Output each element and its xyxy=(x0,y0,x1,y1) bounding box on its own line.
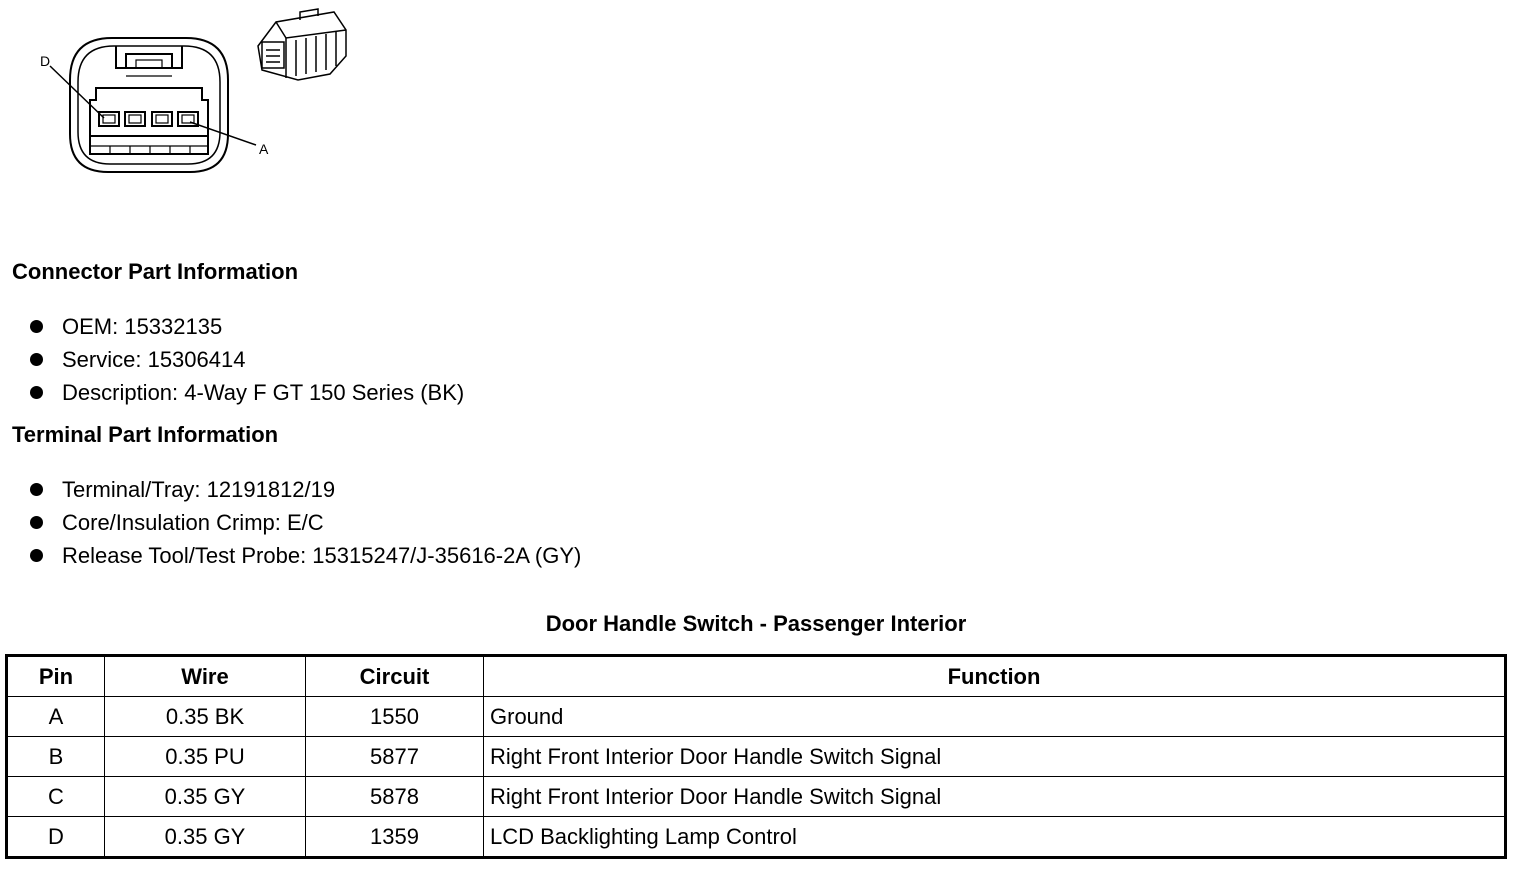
list-item xyxy=(30,343,464,376)
bullet-icon xyxy=(30,483,43,496)
pin-label-a: A xyxy=(259,141,269,157)
list-item xyxy=(30,473,581,506)
cell-function: Ground xyxy=(484,697,1506,737)
cell-pin: D xyxy=(7,817,105,858)
cell-wire: 0.35 BK xyxy=(105,697,306,737)
cell-circuit: 1550 xyxy=(306,697,484,737)
header-circuit: Circuit xyxy=(306,656,484,697)
table-row xyxy=(7,777,1506,817)
connector-description: Description: 4-Way F GT 150 Series (BK) xyxy=(62,380,465,405)
table-row xyxy=(7,697,1506,737)
header-pin: Pin xyxy=(7,656,105,697)
terminal-info-list xyxy=(30,473,581,572)
bullet-icon xyxy=(30,549,43,562)
table-row xyxy=(7,737,1506,777)
list-item xyxy=(30,310,464,343)
connector-face-view xyxy=(50,38,256,172)
bullet-icon xyxy=(30,386,43,399)
cell-circuit: 5877 xyxy=(306,737,484,777)
bullet-icon xyxy=(30,353,43,366)
cell-wire: 0.35 GY xyxy=(105,817,306,858)
list-item xyxy=(30,539,581,572)
connector-info-list xyxy=(30,310,464,409)
cell-function: LCD Backlighting Lamp Control xyxy=(484,817,1506,858)
pin-label-d: D xyxy=(40,53,51,69)
table-row xyxy=(7,817,1506,858)
cell-pin: B xyxy=(7,737,105,777)
pinout-table xyxy=(5,654,1507,859)
list-item xyxy=(30,376,464,409)
connector-oem: OEM: 15332135 xyxy=(62,314,223,339)
cell-function: Right Front Interior Door Handle Switch Signal xyxy=(484,777,1506,817)
cell-circuit: 1359 xyxy=(306,817,484,858)
cell-circuit: 5878 xyxy=(306,777,484,817)
header-wire: Wire xyxy=(105,656,306,697)
core-insulation-crimp: Core/Insulation Crimp: E/C xyxy=(62,510,324,535)
table-header-row xyxy=(7,656,1506,697)
connector-info-heading: Connector Part Information xyxy=(12,259,299,284)
terminal-info-heading: Terminal Part Information xyxy=(12,422,279,447)
header-function: Function xyxy=(484,656,1506,697)
cell-pin: C xyxy=(7,777,105,817)
table-title: Door Handle Switch - Passenger Interior xyxy=(545,611,967,636)
connector-service: Service: 15306414 xyxy=(62,347,246,372)
list-item xyxy=(30,506,581,539)
cell-pin: A xyxy=(7,697,105,737)
bullet-icon xyxy=(30,320,43,333)
terminal-tray: Terminal/Tray: 12191812/19 xyxy=(62,477,336,502)
release-tool: Release Tool/Test Probe: 15315247/J-35616-2A (GY) xyxy=(62,543,582,568)
cell-function: Right Front Interior Door Handle Switch Signal xyxy=(484,737,1506,777)
bullet-icon xyxy=(30,516,43,529)
cell-wire: 0.35 PU xyxy=(105,737,306,777)
connector-isometric-view xyxy=(258,9,346,80)
cell-wire: 0.35 GY xyxy=(105,777,306,817)
connector-diagram xyxy=(0,0,360,180)
